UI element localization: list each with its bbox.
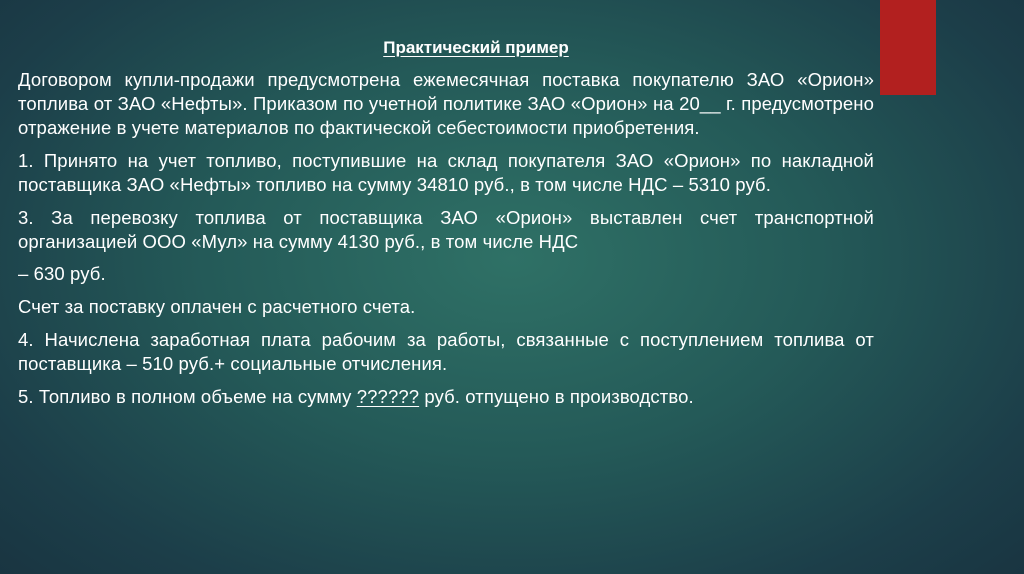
item-3-continuation: – 630 руб. xyxy=(18,263,106,284)
red-accent-bar xyxy=(880,0,936,95)
item-5-paragraph xyxy=(18,385,874,409)
item-5-prefix: 5. Топливо в полном объеме на сумму xyxy=(18,386,357,407)
item-1-paragraph: 1. Принято на учет топливо, поступившие на склад покупателя ЗАО «Орион» по накладной поставщика ЗАО «Нефты» топливо на сумму 34810 руб., в том числе НДС – 5310 руб. xyxy=(18,150,874,195)
slide-title: Практический пример xyxy=(383,38,569,57)
item-5-amount: ?????? xyxy=(356,386,420,407)
slide-content xyxy=(18,30,874,418)
item-5-suffix: руб. отпущено в производство. xyxy=(419,386,694,407)
item-4-paragraph: 4. Начислена заработная плата рабочим за работы, связанные с поступлением топлива от поставщика – 510 руб.+ социальные отчисления. xyxy=(18,329,874,374)
payment-paragraph: Счет за поставку оплачен с расчетного счета. xyxy=(18,296,416,317)
item-3-paragraph: 3. За перевозку топлива от поставщика ЗАО «Орион» выставлен счет транспортной организацией ООО «Мул» на сумму 4130 руб., в том числе НДС xyxy=(18,207,874,252)
intro-paragraph: Договором купли-продажи предусмотрена ежемесячная поставка покупателю ЗАО «Орион» топлива от ЗАО «Нефты». Приказом по учетной политике ЗАО «Орион» на 20__ г. предусмотрено отражение в учете материалов по фактической себестоимости приобретения. xyxy=(18,69,874,138)
